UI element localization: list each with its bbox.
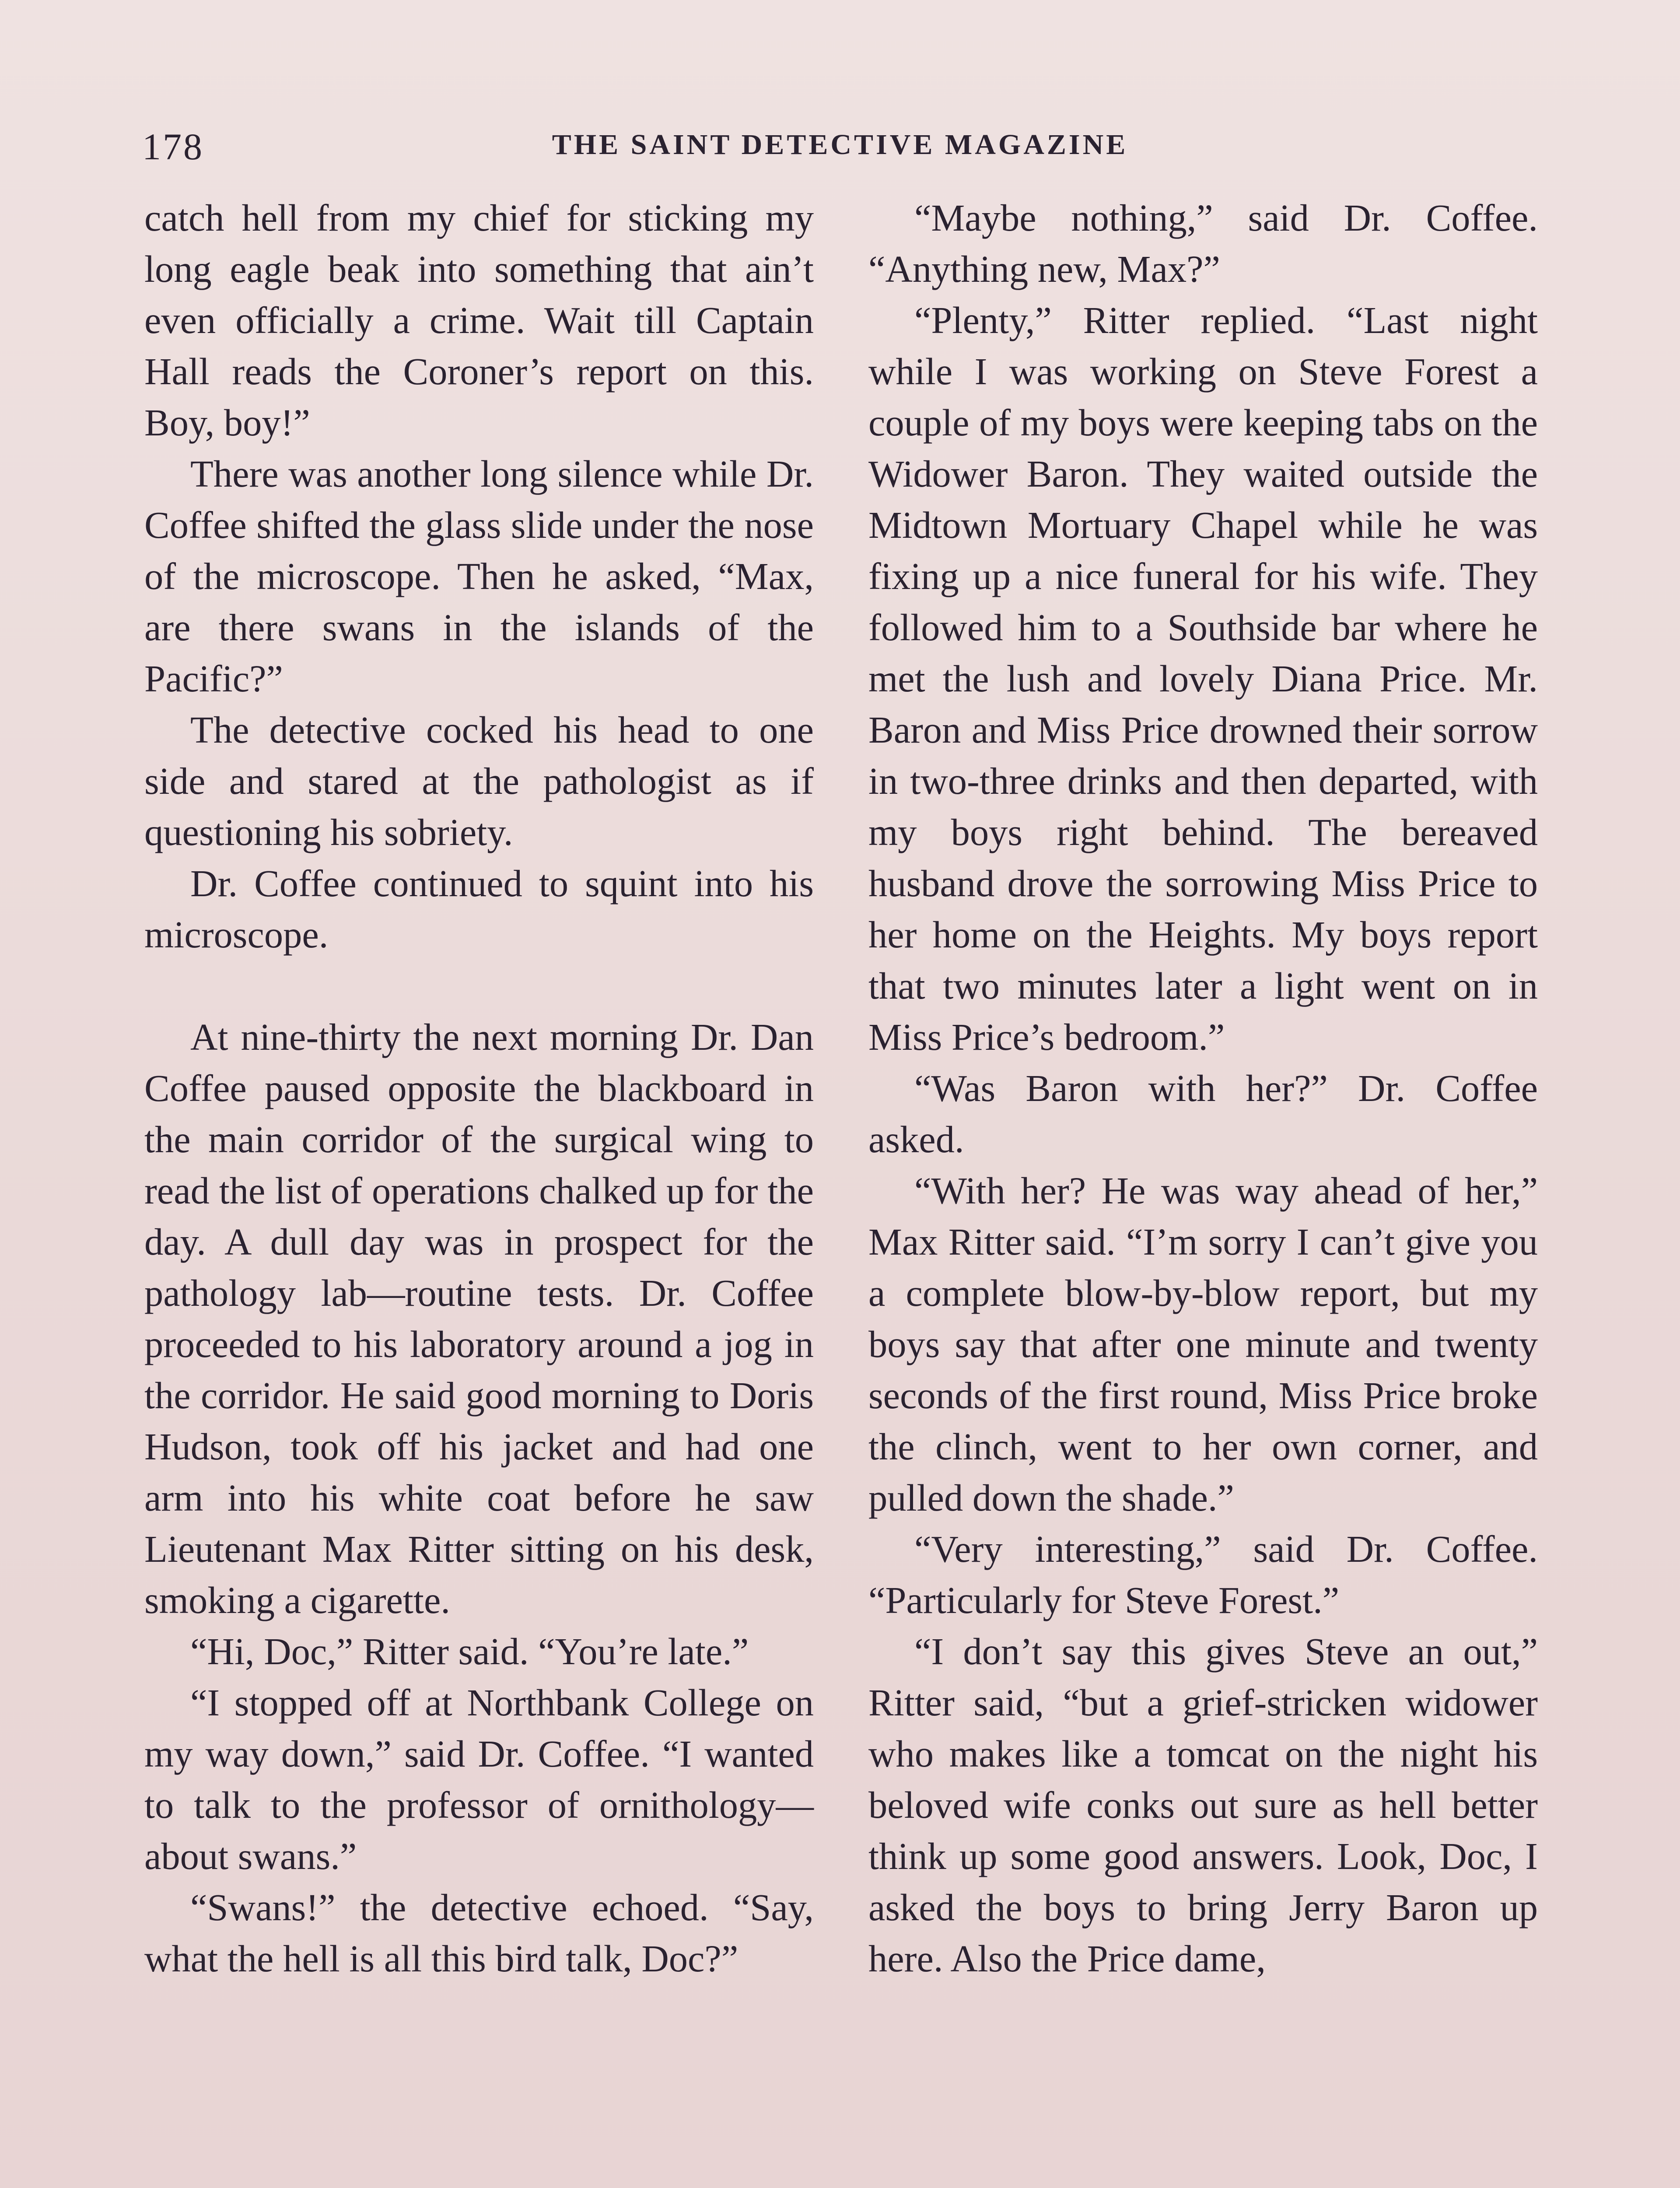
paragraph: “Was Baron with her?” Dr. Coffee asked. <box>868 1067 1538 1161</box>
paragraph: “Maybe nothing,” said Dr. Coffee. “Anything new, Max?” <box>868 197 1538 290</box>
paragraph: “Swans!” the detective echoed. “Say, what the hell is all this bird talk, Doc?” <box>144 1886 814 1980</box>
running-head: THE SAINT DETECTIVE MAGAZINE <box>552 129 1128 161</box>
paragraph: “I stopped off at Northbank College on my way down,” said Dr. Coffee. “I wanted to talk to the professor of ornithology—about swans.” <box>144 1682 814 1877</box>
paragraph: “Hi, Doc,” Ritter said. “You’re late.” <box>190 1630 749 1673</box>
paragraph: At nine-thirty the next morning Dr. Dan Coffee paused opposite the blackboard in the main corridor of the surgical wing to read the list of operations chalked up for the day. A dull day was in prospect for the pathology lab—routine tests. Dr. Coffee proceeded to his laboratory around a jog in the corridor. He said good morning to Doris Hudson, took off his jacket and had one arm into his white coat before he saw Lieutenant Max Ritter sitting on his desk, smoking a cigarette. <box>144 1016 814 1621</box>
page-header <box>142 125 1538 173</box>
paragraph: catch hell from my chief for sticking my long eagle beak into something that ain’t even officially a crime. Wait till Captain Hall reads the Coroner’s report on this. Boy, boy!” <box>144 197 814 444</box>
left-column <box>144 193 814 1985</box>
paragraph: “With her? He was way ahead of her,” Max Ritter said. “I’m sorry I can’t give you a complete blow-by-blow report, but my boys say that after one minute and twenty seconds of the first round, Miss Price broke the clinch, went to her own corner, and pulled down the shade.” <box>868 1170 1538 1519</box>
paragraph: Dr. Coffee continued to squint into his microscope. <box>144 863 814 956</box>
paragraph: There was another long silence while Dr. Coffee shifted the glass slide under the nose of the microscope. Then he asked, “Max, are there swans in the islands of the Pacific?” <box>144 453 814 700</box>
right-column <box>868 193 1538 1985</box>
page-number: 178 <box>142 126 204 168</box>
paragraph: “I don’t say this gives Steve an out,” Ritter said, “but a grief-stricken widower who makes like a tomcat on the night his beloved wife conks out sure as hell better think up some good answers. Look, Doc, I asked the boys to bring Jerry Baron up here. Also the Price dame, <box>868 1630 1538 1980</box>
paragraph: “Plenty,” Ritter replied. “Last night while I was working on Steve Forest a couple of my boys were keeping tabs on the Widower Baron. They waited outside the Midtown Mortuary Chapel while he was fixing up a nice funeral for his wife. They followed him to a Southside bar where he met the lush and lovely Diana Price. Mr. Baron and Miss Price drowned their sorrow in two-three drinks and then departed, with my boys right behind. The bereaved husband drove the sorrowing Miss Price to her home on the Heights. My boys report that two minutes later a light went on in Miss Price’s bedroom.” <box>868 299 1538 1058</box>
paragraph: The detective cocked his head to one side and stared at the pathologist as if questioning his sobriety. <box>144 709 814 853</box>
paragraph: “Very interesting,” said Dr. Coffee. “Particularly for Steve Forest.” <box>868 1528 1538 1621</box>
